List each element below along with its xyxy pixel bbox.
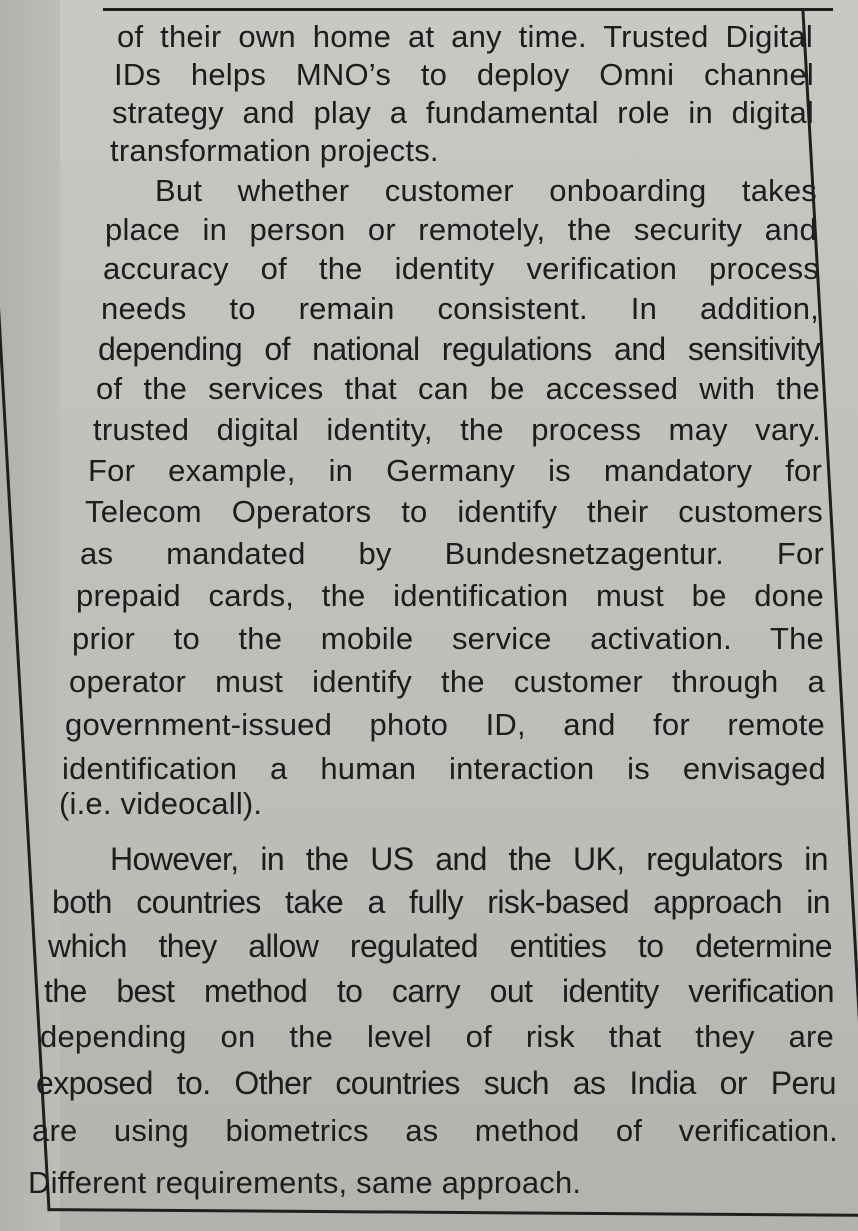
text-line: identification a human interaction is envisaged xyxy=(62,751,826,786)
text-line: transformation projects. xyxy=(110,133,439,168)
text-line: strategy and play a fundamental role in digital xyxy=(112,95,814,130)
text-line: For example, in Germany is mandatory for xyxy=(88,453,822,488)
text-line: Telecom Operators to identify their customers xyxy=(85,494,823,529)
text-line: are using biometrics as method of verification. xyxy=(32,1113,838,1148)
text-line: needs to remain consistent. In addition, xyxy=(101,291,819,326)
text-line: But whether customer onboarding takes xyxy=(155,173,817,208)
text-line: prepaid cards, the identification must be done xyxy=(76,578,824,613)
text-line: both countries take a fully risk-based approach in xyxy=(52,884,830,920)
text-line: the best method to carry out identity verification xyxy=(44,973,834,1009)
text-line: as mandated by Bundesnetzagentur. For xyxy=(80,536,824,571)
text-line: operator must identify the customer through a xyxy=(69,664,825,699)
text-line: IDs helps MNO’s to deploy Omni channel xyxy=(114,57,814,92)
text-line: prior to the mobile service activation. The xyxy=(72,621,824,656)
text-line: However, in the US and the UK, regulators in xyxy=(110,841,828,877)
text-line: of the services that can be accessed with the xyxy=(96,371,820,406)
text-line: exposed to. Other countries such as India or Peru xyxy=(36,1065,836,1101)
text-line: of their own home at any time. Trusted Digital xyxy=(117,19,813,54)
text-line: trusted digital identity, the process may vary. xyxy=(93,412,821,447)
text-line: accuracy of the identity verification process xyxy=(103,251,819,286)
text-line: which they allow regulated entities to determine xyxy=(48,928,832,964)
text-line: depending of national regulations and sensitivity xyxy=(98,331,820,367)
text-line: place in person or remotely, the security and xyxy=(105,212,817,247)
text-line: government-issued photo ID, and for remote xyxy=(65,707,825,742)
text-line: Different requirements, same approach. xyxy=(28,1165,582,1200)
text-line: depending on the level of risk that they are xyxy=(40,1019,834,1054)
text-line: (i.e. videocall). xyxy=(59,786,263,821)
